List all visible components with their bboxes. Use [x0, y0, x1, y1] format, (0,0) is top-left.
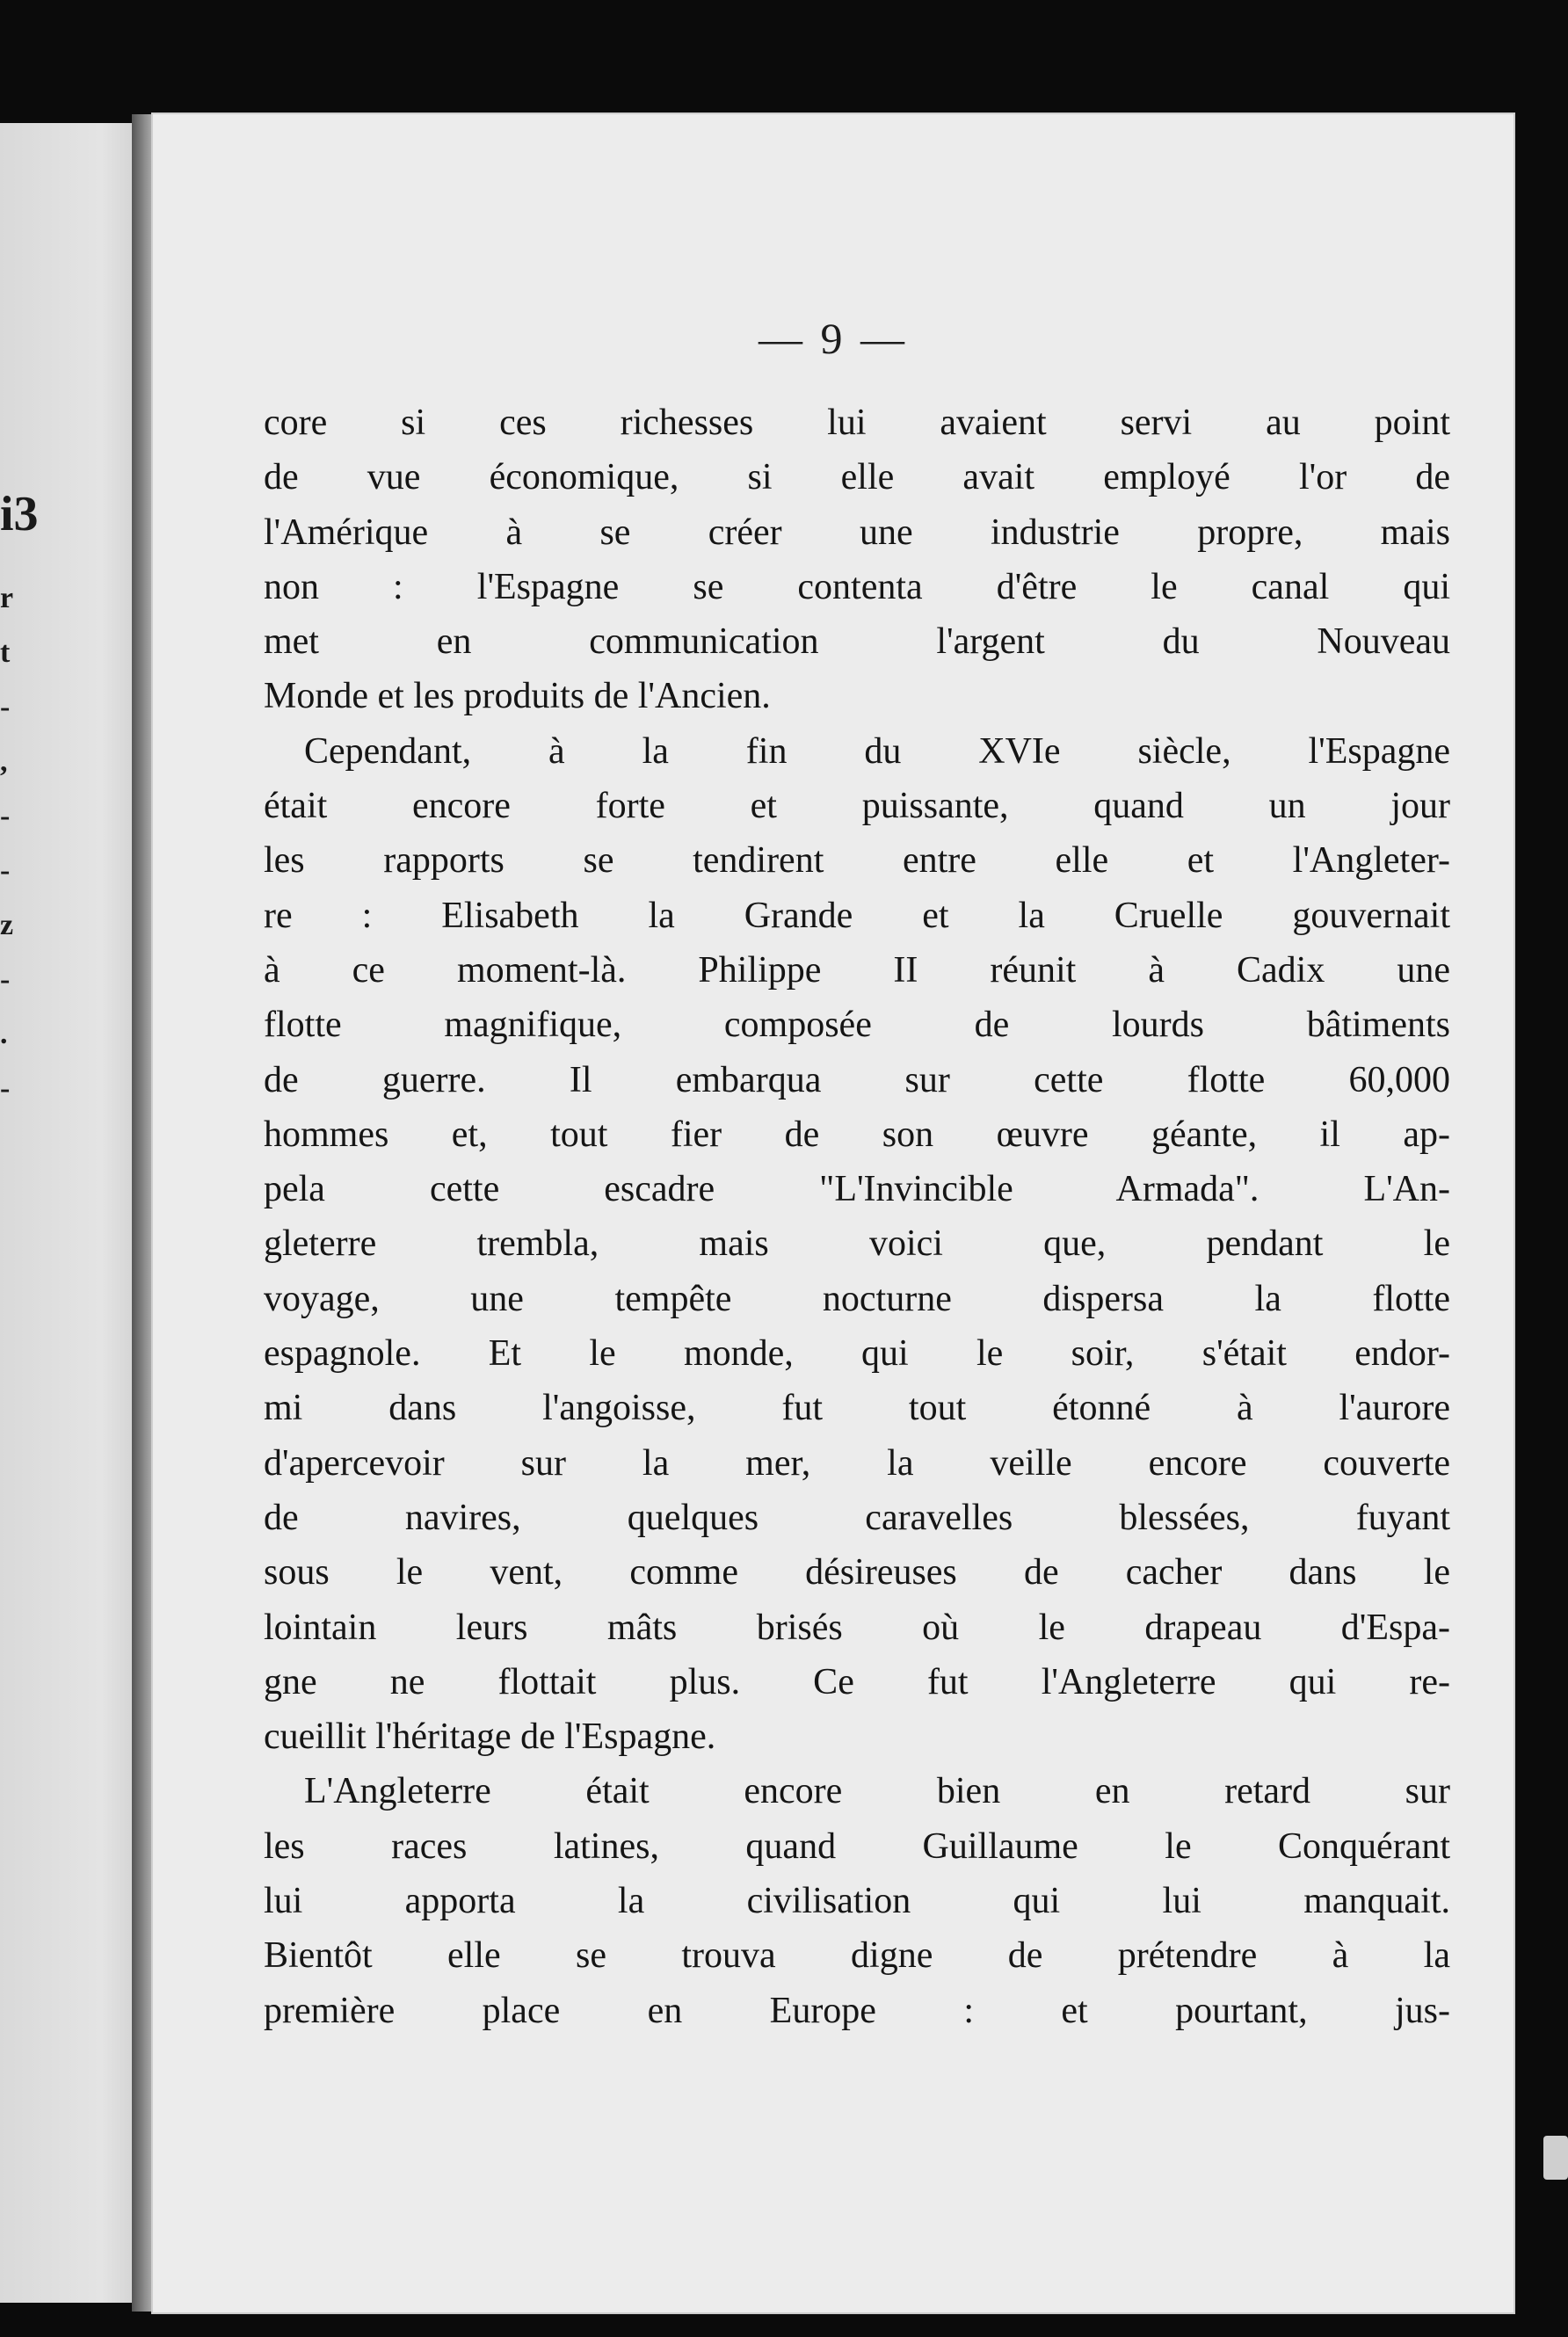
previous-page-fragments — [0, 487, 39, 1116]
text-line: voyage, une tempête nocturne dispersa la flotte — [264, 1278, 1450, 1319]
prev-fragment: i3 — [0, 487, 39, 541]
text-line: flotte magnifique, composée de lourds bâtiments — [264, 1005, 1450, 1046]
prev-fragment: - — [0, 800, 11, 832]
text-line: espagnole. Et le monde, qui le soir, s'était endor- — [264, 1333, 1450, 1375]
text-line: Monde et les produits de l'Ancien. — [264, 676, 771, 717]
text-line: Cependant, à la fin du XVIe siècle, l'Espagne — [304, 730, 1450, 772]
previous-page-edge — [0, 123, 145, 2303]
text-line: gne ne flottait plus. Ce fut l'Angleterre qui re- — [264, 1661, 1450, 1702]
text-line: de navires, quelques caravelles blessées, fuyant — [264, 1497, 1450, 1538]
text-line: lui apporta la civilisation qui lui manquait. — [264, 1881, 1450, 1922]
text-line: Bientôt elle se trouva digne de prétendre à la — [264, 1935, 1450, 1977]
text-line: les races latines, quand Guillaume le Conquérant — [264, 1825, 1450, 1867]
book-page — [151, 112, 1515, 2314]
prev-fragment: - — [0, 691, 11, 723]
text-line: lointain leurs mâts brisés où le drapeau d'Espa- — [264, 1607, 1450, 1648]
prev-fragment: - — [0, 963, 11, 996]
text-line: non : l'Espagne se contenta d'être le canal qui — [264, 566, 1450, 607]
text-line: sous le vent, comme désireuses de cacher dans le — [264, 1552, 1450, 1593]
prev-fragment: - — [0, 854, 11, 887]
prev-fragment: - — [0, 1072, 11, 1105]
text-line: première place en Europe : et pourtant, jus- — [264, 1990, 1450, 2031]
text-line: met en communication l'argent du Nouveau — [264, 621, 1450, 663]
text-line: était encore forte et puissante, quand un jour — [264, 786, 1450, 827]
text-line: pela cette escadre "L'Invincible Armada". L'An- — [264, 1169, 1450, 1210]
page-number: — 9 — — [759, 314, 908, 363]
text-line: re : Elisabeth la Grande et la Cruelle gouvernait — [264, 895, 1450, 936]
prev-fragment: r — [0, 582, 14, 614]
page-body-text — [264, 396, 1450, 2038]
text-line: de vue économique, si elle avait employé l'or de — [264, 457, 1450, 498]
text-line: core si ces richesses lui avaient servi au point — [264, 403, 1450, 443]
prev-fragment: , — [0, 745, 8, 778]
text-line: cueillit l'héritage de l'Espagne. — [264, 1716, 716, 1758]
text-line: L'Angleterre était encore bien en retard sur — [304, 1771, 1450, 1812]
text-line: les rapports se tendirent entre elle et l'Angleter- — [264, 840, 1450, 882]
prev-fragment: t — [0, 636, 11, 669]
text-line: à ce moment-là. Philippe II réunit à Cadix une — [264, 949, 1450, 991]
page-edge-artifact — [1543, 2136, 1568, 2180]
text-line: hommes et, tout fier de son œuvre géante, il ap- — [264, 1114, 1450, 1155]
text-line: de guerre. Il embarqua sur cette flotte 60,000 — [264, 1059, 1450, 1100]
text-line: l'Amérique à se créer une industrie propre, mais — [264, 512, 1450, 553]
prev-fragment: z — [0, 909, 14, 941]
text-line: mi dans l'angoisse, fut tout étonné à l'aurore — [264, 1388, 1450, 1429]
prev-fragment: . — [0, 1018, 8, 1050]
text-line: d'apercevoir sur la mer, la veille encore couverte — [264, 1442, 1450, 1484]
text-line: gleterre trembla, mais voici que, pendant le — [264, 1223, 1450, 1265]
